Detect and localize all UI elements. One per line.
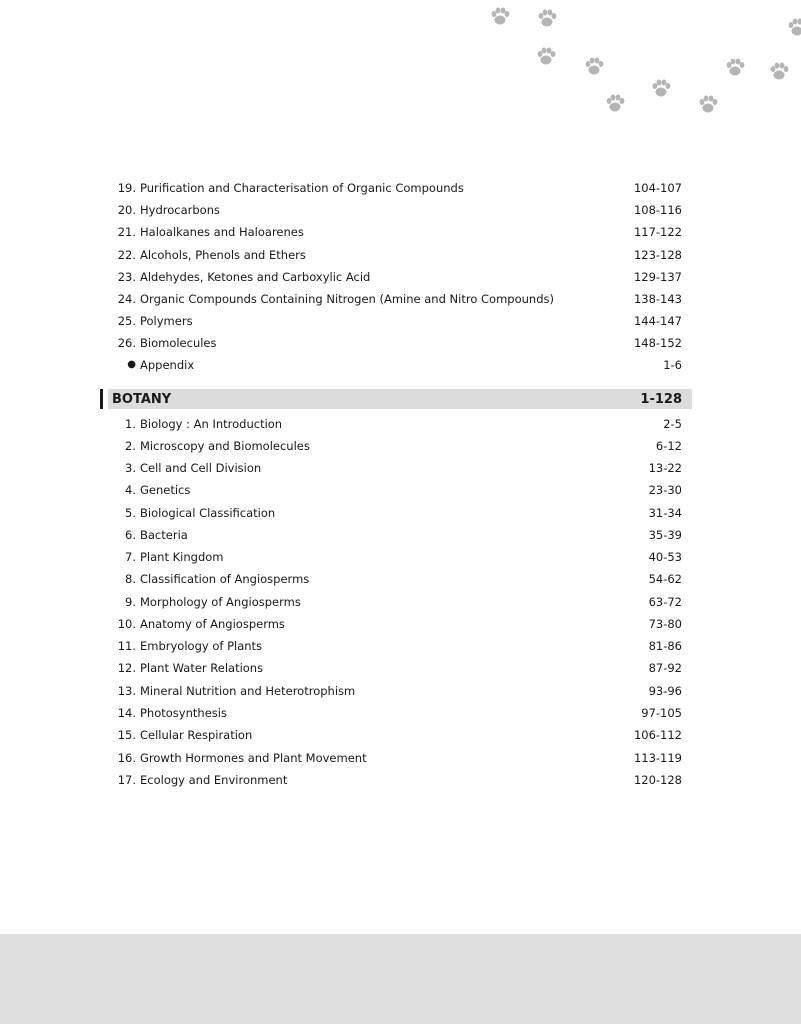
- entry-number: 22.: [117, 248, 136, 262]
- toc-entry[interactable]: [116, 333, 682, 353]
- paw-print-icon: [653, 80, 671, 97]
- entry-title: Embryology of Plants: [140, 639, 263, 653]
- toc-entry[interactable]: [116, 525, 682, 545]
- paw-print-icons: [0, 0, 801, 130]
- entry-title: Polymers: [140, 314, 193, 328]
- entry-pages: 87-92: [648, 661, 682, 675]
- toc-entry[interactable]: [116, 503, 682, 523]
- entry-pages: 113-119: [633, 751, 682, 765]
- toc-entry-appendix[interactable]: [116, 355, 682, 375]
- section-header-botany[interactable]: [100, 389, 692, 409]
- toc-entry[interactable]: [116, 414, 682, 434]
- entry-number: 9.: [125, 595, 136, 609]
- entry-title: Alcohols, Phenols and Ethers: [140, 248, 306, 262]
- entry-pages: 40-53: [648, 550, 682, 564]
- entry-number: 14.: [117, 706, 136, 720]
- entry-number: 23.: [117, 270, 136, 284]
- entry-number: 1.: [125, 417, 136, 431]
- entry-pages: 123-128: [633, 248, 682, 262]
- footer-band: [0, 934, 801, 1024]
- entry-pages: 6-12: [655, 439, 682, 453]
- paw-print-icon: [789, 19, 801, 36]
- entry-number: 10.: [117, 617, 136, 631]
- entry-title: Plant Kingdom: [140, 550, 224, 564]
- entry-pages: 129-137: [633, 270, 682, 284]
- entry-title: Genetics: [140, 483, 191, 497]
- toc-entry[interactable]: [116, 436, 682, 456]
- entry-number: 3.: [125, 461, 136, 475]
- entry-number: 6.: [125, 528, 136, 542]
- toc-entry[interactable]: [116, 222, 682, 242]
- entry-number: 25.: [117, 314, 136, 328]
- paw-print-icon: [538, 48, 556, 65]
- toc-entry[interactable]: [116, 200, 682, 220]
- entry-title: Organic Compounds Containing Nitrogen (Amine and Nitro Compounds): [140, 292, 554, 306]
- paw-print-icon: [539, 10, 557, 27]
- entry-number: 19.: [117, 181, 136, 195]
- toc-entry[interactable]: [116, 725, 682, 745]
- entry-title: Growth Hormones and Plant Movement: [140, 751, 367, 765]
- entry-pages: 97-105: [641, 706, 682, 720]
- entry-title: Mineral Nutrition and Heterotrophism: [140, 684, 356, 698]
- entry-title: Purification and Characterisation of Organic Compounds: [140, 181, 464, 195]
- toc-entry[interactable]: [116, 289, 682, 309]
- section-marker-bar: [100, 389, 103, 409]
- entry-number: 5.: [125, 506, 136, 520]
- entry-number: 20.: [117, 203, 136, 217]
- toc-entry[interactable]: [116, 569, 682, 589]
- entry-pages: 148-152: [633, 336, 682, 350]
- entry-title: Cell and Cell Division: [140, 461, 262, 475]
- entry-number: 4.: [125, 483, 136, 497]
- entry-pages: 2-5: [663, 417, 682, 431]
- toc-entry[interactable]: [116, 658, 682, 678]
- paw-print-icon: [586, 58, 604, 75]
- section-title: BOTANY: [112, 391, 172, 407]
- entry-pages: 23-30: [648, 483, 682, 497]
- entry-pages: 106-112: [633, 728, 682, 742]
- section-page-range: 1-128: [640, 391, 682, 407]
- entry-pages: 144-147: [633, 314, 682, 328]
- entry-pages: 13-22: [648, 461, 682, 475]
- entry-number: 12.: [117, 661, 136, 675]
- entry-title: Photosynthesis: [140, 706, 227, 720]
- entry-number: 15.: [117, 728, 136, 742]
- toc-entry[interactable]: [116, 480, 682, 500]
- entry-pages: 31-34: [648, 506, 682, 520]
- entry-title: Hydrocarbons: [140, 203, 220, 217]
- paw-print-decoration: [0, 0, 801, 130]
- entry-number: 17.: [117, 773, 136, 787]
- entry-title: Classification of Angiosperms: [140, 572, 310, 586]
- entry-pages: 117-122: [633, 225, 682, 239]
- toc-entry[interactable]: [116, 681, 682, 701]
- entry-title: Appendix: [140, 358, 195, 372]
- entry-title: Plant Water Relations: [140, 661, 264, 675]
- entry-title: Biomolecules: [140, 336, 217, 350]
- toc-entry[interactable]: [116, 614, 682, 634]
- entry-number: 7.: [125, 550, 136, 564]
- entry-pages: 81-86: [648, 639, 682, 653]
- entry-title: Ecology and Environment: [140, 773, 288, 787]
- entry-title: Microscopy and Biomolecules: [140, 439, 310, 453]
- entry-pages: 138-143: [633, 292, 682, 306]
- entry-number: 26.: [117, 336, 136, 350]
- entry-number: 11.: [117, 639, 136, 653]
- entry-pages: 73-80: [648, 617, 682, 631]
- entry-title: Biology : An Introduction: [140, 417, 283, 431]
- bullet-icon: ●: [127, 359, 136, 370]
- toc-entry[interactable]: [116, 267, 682, 287]
- entry-title: Bacteria: [140, 528, 188, 542]
- entry-pages: 63-72: [648, 595, 682, 609]
- paw-print-icon: [607, 95, 625, 112]
- section-band: [108, 389, 692, 409]
- entry-pages: 35-39: [648, 528, 682, 542]
- entry-title: Aldehydes, Ketones and Carboxylic Acid: [140, 270, 371, 284]
- toc-entry[interactable]: [116, 245, 682, 265]
- entry-pages: 1-6: [663, 358, 682, 372]
- paw-print-icon: [700, 96, 718, 113]
- toc-entry[interactable]: [116, 458, 682, 478]
- toc-entry[interactable]: [116, 770, 682, 790]
- entry-pages: 120-128: [633, 773, 682, 787]
- toc-entry[interactable]: [116, 703, 682, 723]
- entry-number: 13.: [117, 684, 136, 698]
- entry-number: 8.: [125, 572, 136, 586]
- toc-entry[interactable]: [116, 592, 682, 612]
- toc-entry[interactable]: [116, 748, 682, 768]
- entry-pages: 104-107: [633, 181, 682, 195]
- entry-title: Morphology of Angiosperms: [140, 595, 301, 609]
- toc-entry[interactable]: [116, 178, 682, 198]
- entry-number: 21.: [117, 225, 136, 239]
- entry-pages: 93-96: [648, 684, 682, 698]
- paw-print-icon: [492, 8, 510, 25]
- entry-pages: 54-62: [648, 572, 682, 586]
- paw-print-icon: [771, 63, 789, 80]
- entry-title: Anatomy of Angiosperms: [140, 617, 285, 631]
- entry-pages: 108-116: [633, 203, 682, 217]
- entry-title: Haloalkanes and Haloarenes: [140, 225, 304, 239]
- toc-entry[interactable]: [116, 547, 682, 567]
- toc-entry[interactable]: [116, 636, 682, 656]
- entry-title: Biological Classification: [140, 506, 276, 520]
- entry-number: 16.: [117, 751, 136, 765]
- toc-entry[interactable]: [116, 311, 682, 331]
- entry-number: 2.: [125, 439, 136, 453]
- entry-title: Cellular Respiration: [140, 728, 253, 742]
- paw-print-icon: [727, 59, 745, 76]
- entry-number: 24.: [117, 292, 136, 306]
